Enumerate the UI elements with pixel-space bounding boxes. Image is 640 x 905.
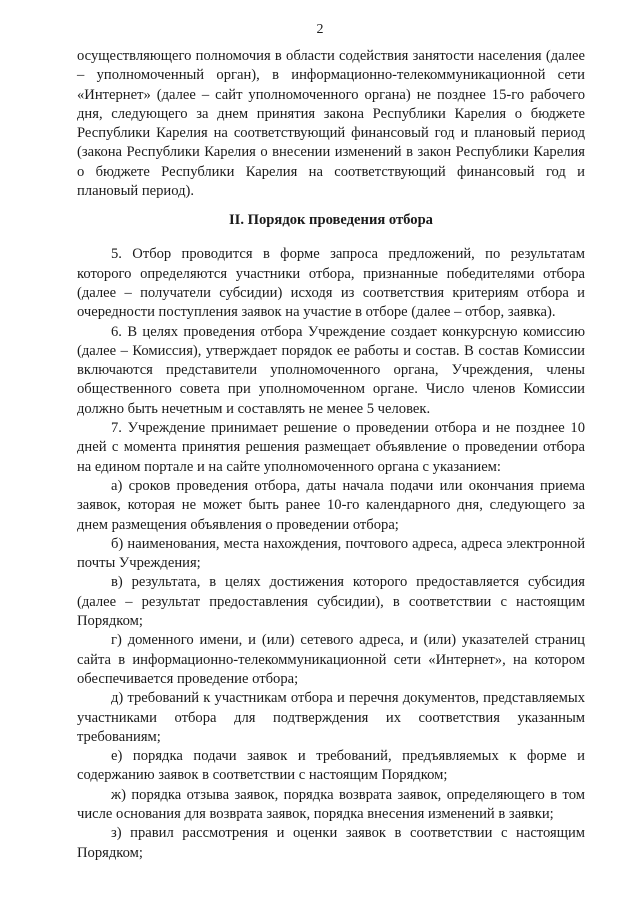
intro-paragraph: осуществляющего полномочия в области содействия занятости населения (далее – уполномоченный орган), в информационно-телекоммуникационной сети «Интернет» (далее – сайт уполномоченного органа) не позднее 15-го рабочего дня, следующего за днем принятия закона Республики Карелия о бюджете Республики Карелия на соответствующий финансовый год и плановый период (закона Республики Карелия о внесении изменений в закон Республики Карелия о бюджете Республики Карелия на соответствующий финансовый год и плановый период). <box>77 48 585 200</box>
list-item-b: б) наименования, места нахождения, почтового адреса, адреса электронной почты Учреждения; <box>77 535 585 572</box>
paragraph-5: 5. Отбор проводится в форме запроса предложений, по результатам которого определяются участники отбора, признанные победителями отбора (далее – получатели субсидии) исходя из соответствия критериям отбора и очередности поступления заявок на участие в отборе (далее – отбор, заявка). <box>77 246 585 321</box>
document-body <box>77 47 585 863</box>
list-item-g: г) доменного имени, и (или) сетевого адреса, и (или) указателей страниц сайта в информационно-телекоммуникационной сети «Интернет», на котором обеспечивается проведение отбора; <box>77 632 585 687</box>
list-item-zh: ж) порядка отзыва заявок, порядка возврата заявок, определяющего в том числе основания для возврата заявок, порядка внесения изменений в заявки; <box>77 786 585 822</box>
list-item-a: а) сроков проведения отбора, даты начала подачи или окончания приема заявок, которая не может быть ранее 10-го календарного дня, следующего за днем размещения объявления о проведении отбора; <box>77 477 585 533</box>
list-item-d: д) требований к участникам отбора и перечня документов, представляемых участниками отбора для подтверждения их соответствия указанным требованиям; <box>77 690 585 745</box>
paragraph-7: 7. Учреждение принимает решение о проведении отбора и не позднее 10 дней с момента принятия решения размещает объявление о проведении отбора на едином портале и на сайте уполномоченного органа с указанием: <box>77 420 585 475</box>
list-item-z: з) правил рассмотрения и оценки заявок в соответствии с настоящим Порядком; <box>77 825 585 861</box>
list-item-v: в) результата, в целях достижения которого предоставляется субсидия (далее – результат предоставления субсидии), в соответствии с настоящим Порядком; <box>77 574 585 630</box>
paragraph-6: 6. В целях проведения отбора Учреждение создает конкурсную комиссию (далее – Комиссия), утверждает порядок ее работы и состав. В состав Комиссии включаются представители уполномоченного органа, Учреждения, члены общественного совета при уполномоченном органе. Число членов Комиссии должно быть нечетным и составлять не менее 5 человек. <box>77 323 585 417</box>
list-item-e: е) порядка подачи заявок и требований, предъявляемых к форме и содержанию заявок в соответствии с настоящим Порядком; <box>77 748 585 784</box>
section-heading: II. Порядок проведения отбора <box>229 212 433 229</box>
page-number: 2 <box>316 22 324 37</box>
